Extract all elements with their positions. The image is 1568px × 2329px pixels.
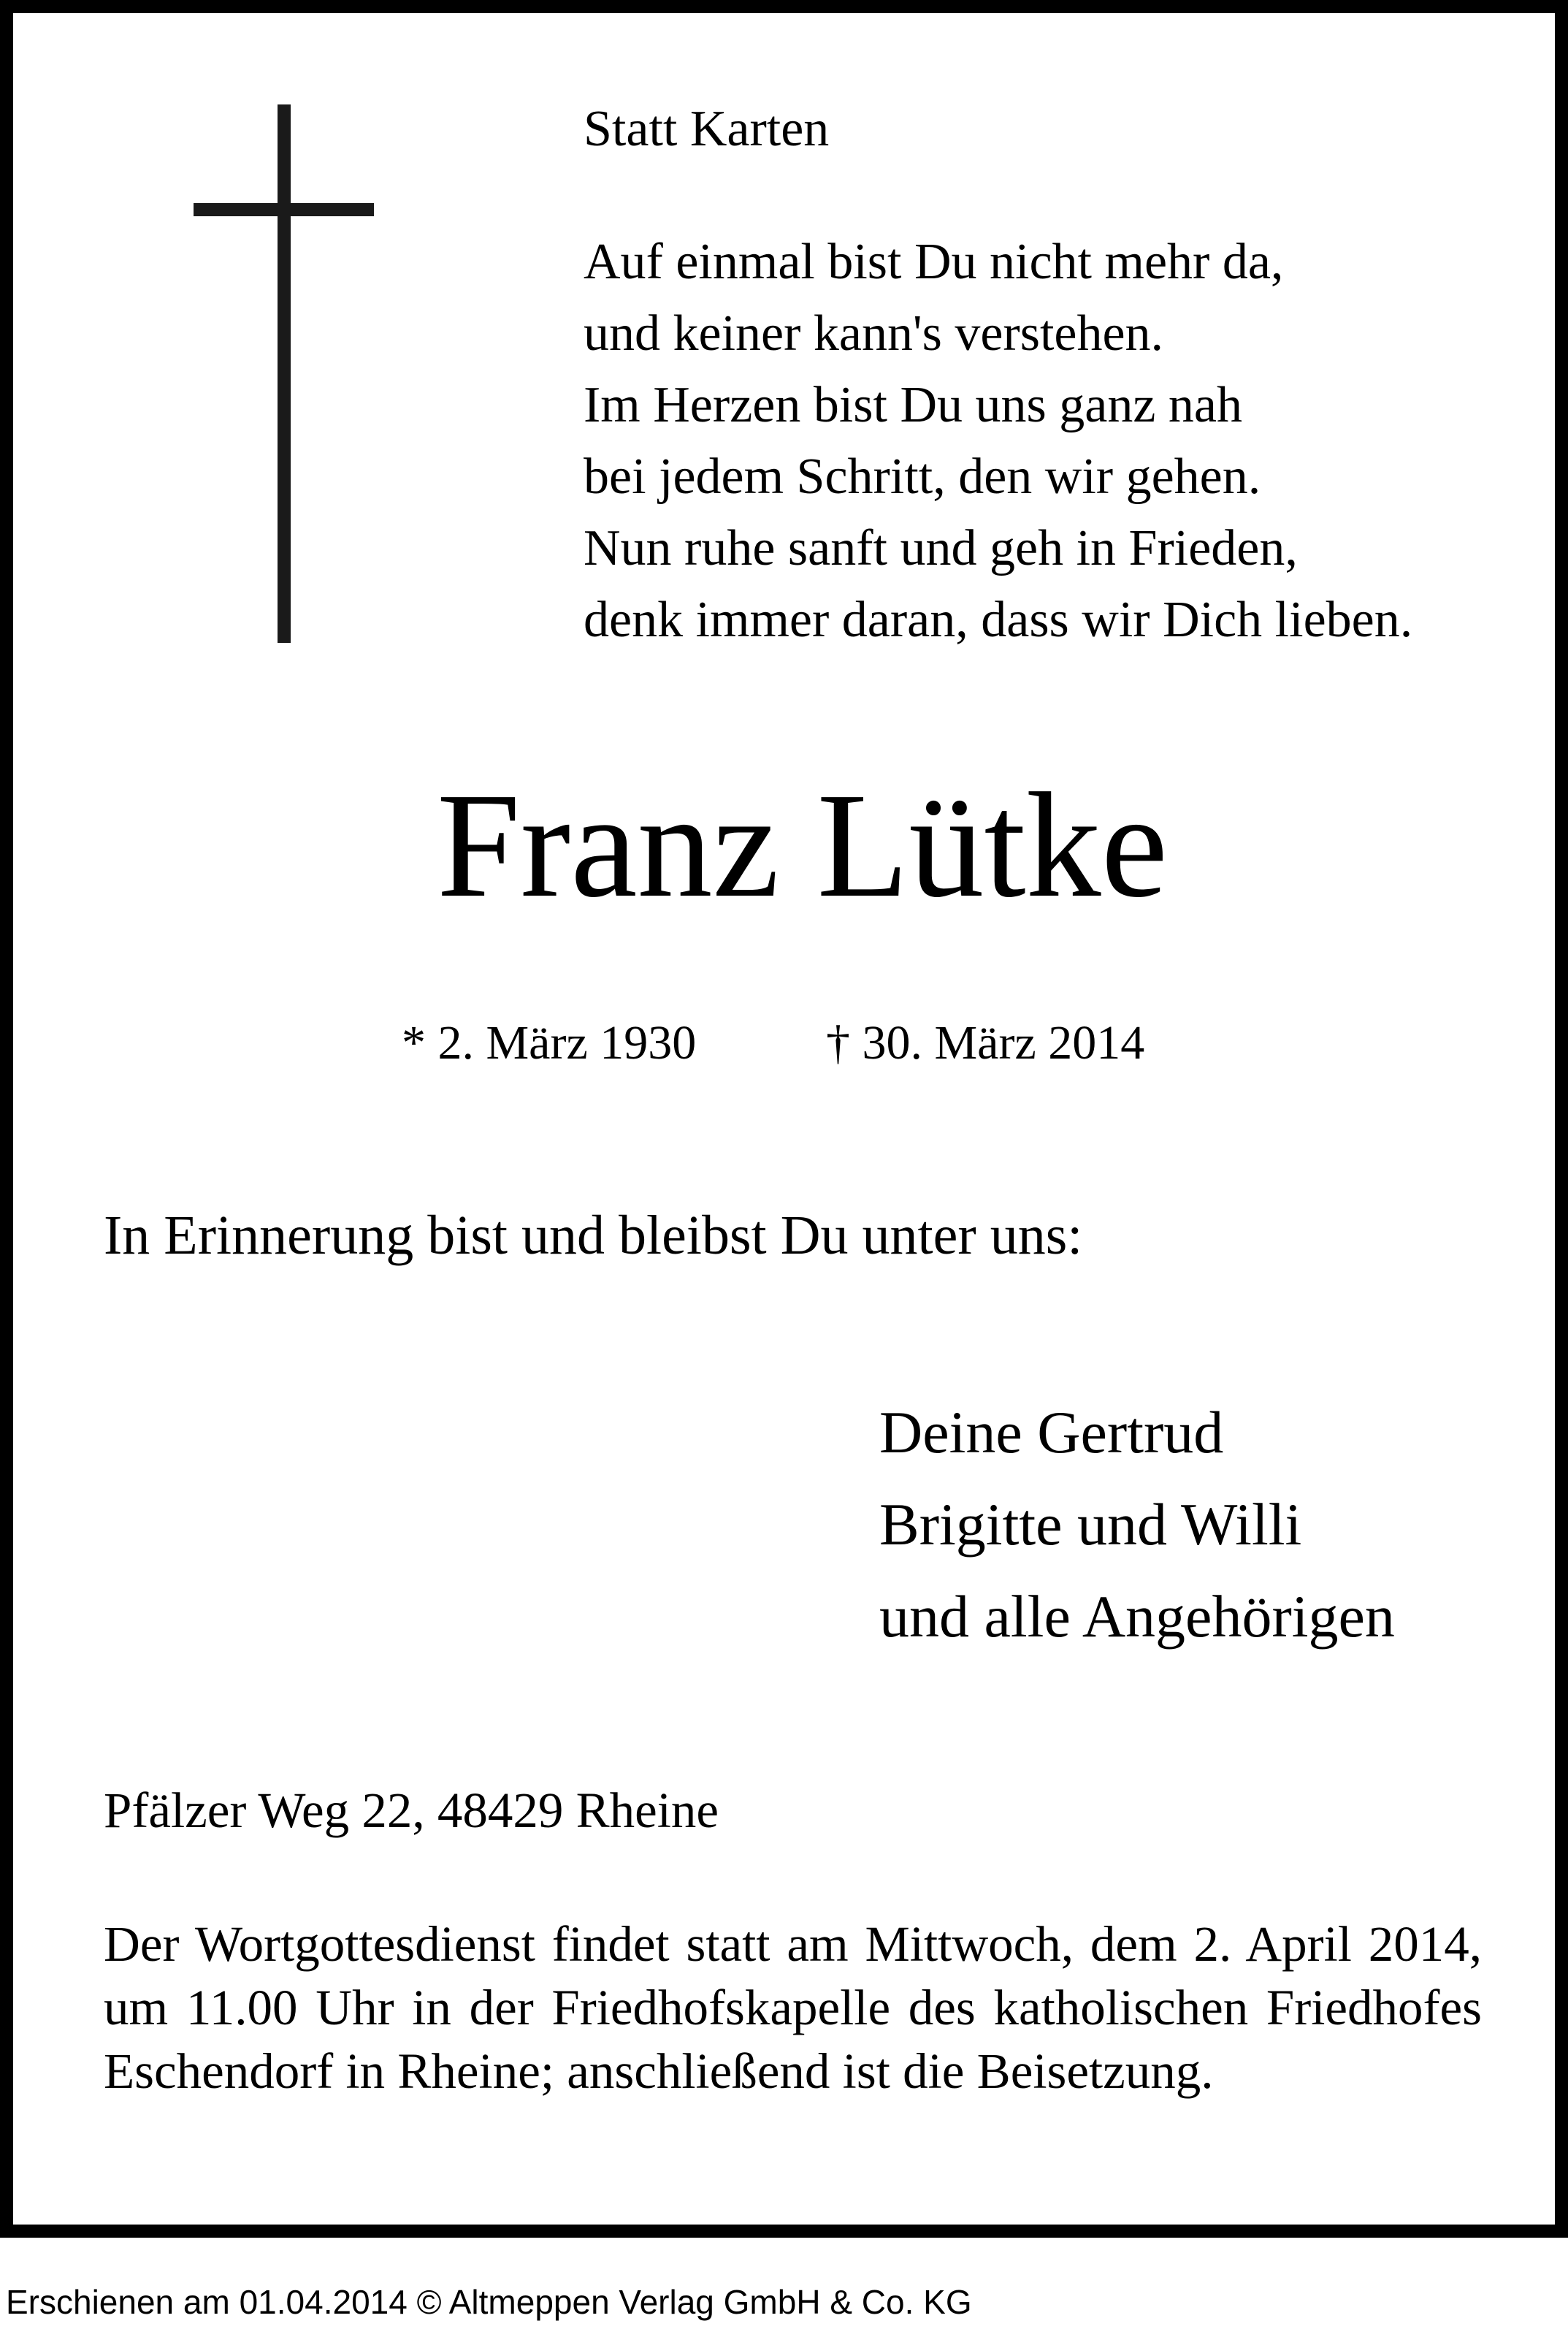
publication-footer: Erschienen am 01.04.2014 © Altmeppen Verlag GmbH & Co. KG: [6, 2283, 972, 2321]
birth-date: * 2. März 1930: [402, 1016, 697, 1070]
cross-vertical-bar: [278, 104, 291, 643]
poem-line: denk immer daran, dass wir Dich lieben.: [584, 592, 1413, 648]
poem-line: bei jedem Schritt, den wir gehen.: [584, 449, 1261, 505]
remembrance-line: In Erinnerung bist und bleibst Du unter uns:: [104, 1205, 1083, 1266]
family-address: Pfälzer Weg 22, 48429 Rheine: [104, 1783, 719, 1838]
mourner-line: Brigitte und Willi: [879, 1491, 1302, 1558]
deceased-name: Franz Lütke: [437, 761, 1169, 929]
poem-line: Nun ruhe sanft und geh in Frieden,: [584, 520, 1298, 576]
poem-line: Auf einmal bist Du nicht mehr da,: [584, 234, 1284, 290]
poem: [584, 226, 1412, 656]
poem-line: und keiner kann's verstehen.: [584, 305, 1164, 362]
mourners-list: [879, 1387, 1395, 1663]
death-date: † 30. März 2014: [826, 1016, 1145, 1070]
mourner-line: Deine Gertrud: [879, 1399, 1224, 1465]
service-announcement: Der Wortgottesdienst findet statt am Mittwoch, dem 2. April 2014, um 11.00 Uhr in der Friedhofskapelle des katholischen Friedhofes Eschendorf in Rheine; anschließend ist die Beisetzung.: [104, 1916, 1482, 2099]
poem-line: Im Herzen bist Du uns ganz nah: [584, 377, 1242, 433]
mourner-line: und alle Angehörigen: [879, 1583, 1395, 1650]
statt-karten-note: Statt Karten: [584, 101, 830, 157]
cross-horizontal-bar: [194, 203, 374, 216]
